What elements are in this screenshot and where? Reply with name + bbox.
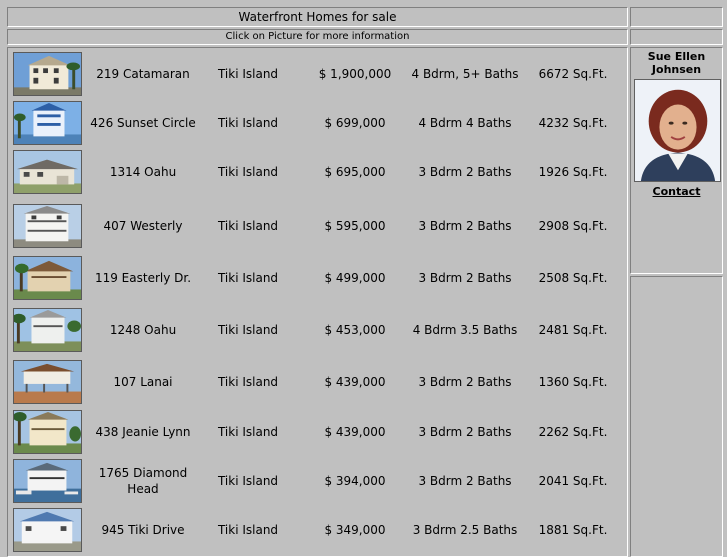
listing-location: Tiki Island [217, 165, 279, 179]
listing-photo[interactable] [13, 256, 82, 300]
listing-bedrooms: 3 Bdrm 2 Baths [418, 219, 512, 233]
listing-bedrooms: 4 Bdrm 3.5 Baths [412, 323, 518, 337]
listing-photo[interactable] [13, 101, 82, 145]
listing-price: $ 439,000 [324, 425, 386, 439]
listing-photo[interactable] [13, 410, 82, 454]
listing-location: Tiki Island [217, 375, 279, 389]
listing-sqft: 2908 Sq.Ft. [538, 219, 608, 233]
contact-link[interactable]: Contact [652, 185, 701, 198]
listing-address: 119 Easterly Dr. [94, 271, 192, 285]
listing-bedrooms: 3 Bdrm 2.5 Baths [412, 523, 518, 537]
listing-row [13, 150, 623, 194]
listing-location: Tiki Island [217, 323, 279, 337]
listing-sqft: 2508 Sq.Ft. [538, 271, 608, 285]
listing-location: Tiki Island [217, 67, 279, 81]
listings-table [7, 47, 628, 557]
listing-sqft: 2262 Sq.Ft. [538, 425, 608, 439]
listing-row [13, 508, 623, 552]
listing-sqft: 2041 Sq.Ft. [538, 474, 608, 488]
listing-sqft: 1881 Sq.Ft. [538, 523, 608, 537]
listing-bedrooms: 4 Bdrm 4 Baths [418, 116, 512, 130]
listing-location: Tiki Island [217, 523, 279, 537]
listing-photo[interactable] [13, 508, 82, 552]
listing-address: 438 Jeanie Lynn [95, 425, 191, 439]
listing-location: Tiki Island [217, 271, 279, 285]
page-subtitle: Click on Picture for more information [225, 31, 410, 42]
listing-row [13, 459, 623, 503]
listing-photo[interactable] [13, 360, 82, 404]
listing-price: $ 1,900,000 [318, 67, 392, 81]
listing-price: $ 699,000 [324, 116, 386, 130]
listing-location: Tiki Island [217, 425, 279, 439]
listing-price: $ 349,000 [324, 523, 386, 537]
listing-address: 107 Lanai [113, 375, 173, 389]
listing-row [13, 360, 623, 404]
subtitle-side-cell [630, 29, 723, 45]
listing-address: 426 Sunset Circle [90, 116, 196, 130]
listing-price: $ 453,000 [324, 323, 386, 337]
subtitle-cell [7, 29, 628, 45]
listing-photo[interactable] [13, 459, 82, 503]
listing-address: 1765 Diamond Head [98, 466, 188, 496]
listing-price: $ 439,000 [324, 375, 386, 389]
listing-sqft: 1926 Sq.Ft. [538, 165, 608, 179]
listing-bedrooms: 3 Bdrm 2 Baths [418, 165, 512, 179]
listing-address: 1314 Oahu [109, 165, 177, 179]
page-title: Waterfront Homes for sale [238, 10, 397, 24]
listing-location: Tiki Island [217, 116, 279, 130]
listing-price: $ 695,000 [324, 165, 386, 179]
listing-row [13, 52, 623, 96]
listing-price: $ 595,000 [324, 219, 386, 233]
listing-photo[interactable] [13, 308, 82, 352]
listing-address: 219 Catamaran [96, 67, 190, 81]
listing-bedrooms: 3 Bdrm 2 Baths [418, 474, 512, 488]
listing-bedrooms: 3 Bdrm 2 Baths [418, 271, 512, 285]
listing-row [13, 204, 623, 248]
listing-sqft: 6672 Sq.Ft. [538, 67, 608, 81]
listing-photo[interactable] [13, 52, 82, 96]
sidebar-empty-cell [630, 276, 723, 557]
listing-sqft: 2481 Sq.Ft. [538, 323, 608, 337]
agent-name: Sue Ellen Johnsen [647, 50, 706, 76]
listing-bedrooms: 3 Bdrm 2 Baths [418, 375, 512, 389]
listing-row [13, 410, 623, 454]
listing-row [13, 256, 623, 300]
listing-photo[interactable] [13, 150, 82, 194]
listing-location: Tiki Island [217, 219, 279, 233]
agent-panel [630, 47, 723, 274]
listing-address: 945 Tiki Drive [101, 523, 185, 537]
listing-row [13, 101, 623, 145]
listing-price: $ 499,000 [324, 271, 386, 285]
listing-location: Tiki Island [217, 474, 279, 488]
listing-price: $ 394,000 [324, 474, 386, 488]
listing-bedrooms: 3 Bdrm 2 Baths [418, 425, 512, 439]
title-side-cell [630, 7, 723, 27]
listing-sqft: 4232 Sq.Ft. [538, 116, 608, 130]
page-title-cell [7, 7, 628, 27]
agent-photo [634, 79, 721, 182]
listing-row [13, 308, 623, 352]
listing-sqft: 1360 Sq.Ft. [538, 375, 608, 389]
listing-bedrooms: 4 Bdrm, 5+ Baths [411, 67, 519, 81]
listing-address: 1248 Oahu [109, 323, 177, 337]
listing-photo[interactable] [13, 204, 82, 248]
listing-address: 407 Westerly [103, 219, 183, 233]
